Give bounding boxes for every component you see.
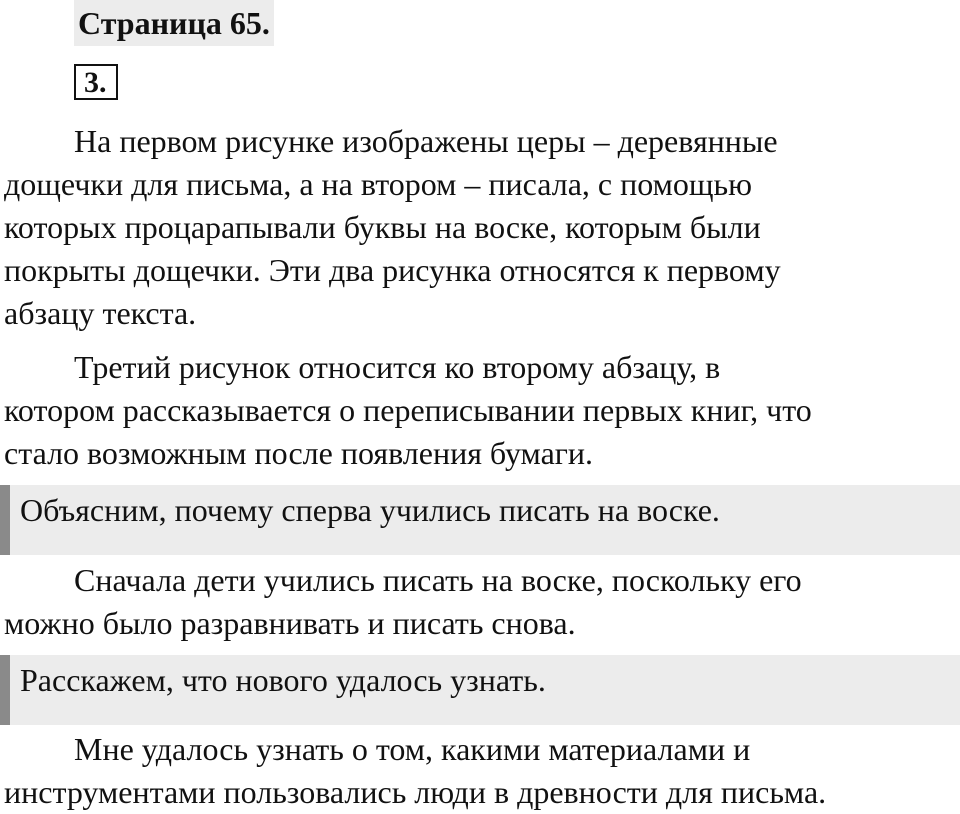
task-number-box: 3. bbox=[74, 64, 118, 100]
paragraph-line: покрыты дощечки. Эти два рисунка относятся к первому bbox=[4, 252, 781, 288]
paragraph-line: котором рассказывается о переписывании первых книг, что bbox=[4, 392, 812, 428]
paragraph-line: Мне удалось узнать о том, какими материалами и bbox=[74, 731, 751, 767]
paragraph-line: Третий рисунок относится ко второму абзацу, в bbox=[74, 349, 721, 385]
highlighted-prompt-1: Объясним, почему сперва учились писать на воске. bbox=[0, 485, 960, 555]
paragraph-line: инструментами пользовались люди в древности для письма. bbox=[4, 774, 827, 810]
paragraph-3 bbox=[4, 559, 960, 645]
paragraph-line: абзацу текста. bbox=[4, 295, 197, 331]
highlighted-prompt-2: Расскажем, что нового удалось узнать. bbox=[0, 655, 960, 725]
paragraph-line: стало возможным после появления бумаги. bbox=[4, 435, 594, 471]
paragraph-1 bbox=[4, 120, 960, 335]
paragraph-line: можно было разравнивать и писать снова. bbox=[4, 605, 576, 641]
paragraph-line: На первом рисунке изображены церы – деревянные bbox=[74, 123, 778, 159]
paragraph-line: которых процарапывали буквы на воске, которым были bbox=[4, 209, 761, 245]
paragraph-4 bbox=[4, 728, 960, 814]
page-title: Страница 65. bbox=[74, 0, 274, 46]
paragraph-line: дощечки для письма, а на втором – писала, с помощью bbox=[4, 166, 752, 202]
paragraph-2 bbox=[4, 346, 960, 475]
paragraph-line: Сначала дети учились писать на воске, поскольку его bbox=[74, 562, 802, 598]
